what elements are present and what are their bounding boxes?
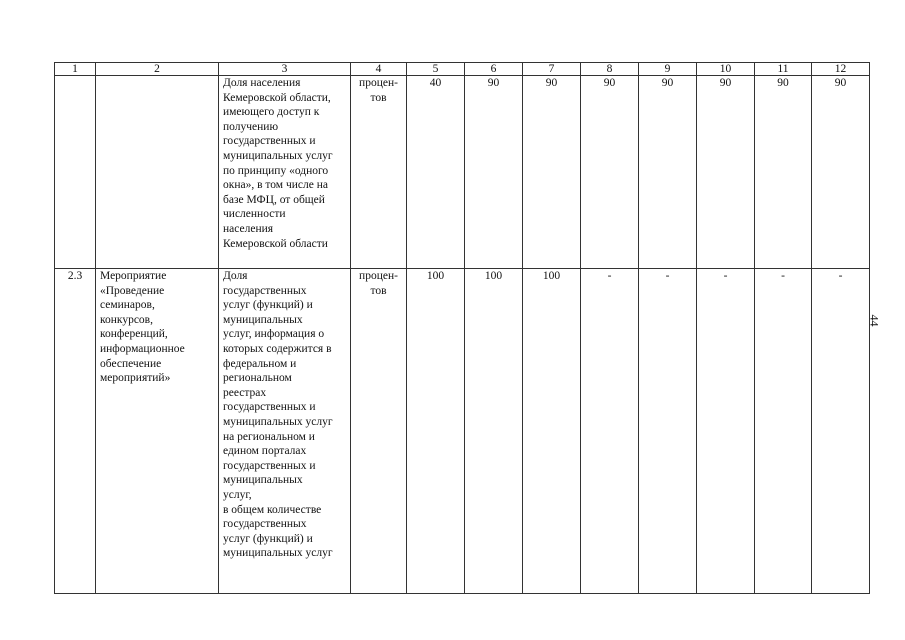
value-cell: 40	[407, 76, 465, 269]
indicator-cell: Доля населения Кемеровской области, имеющего доступ к получению государственных и муниципальных услуг по принципу «одного окна», в том числе на базе МФЦ, от общей численности населения Кемеровской области	[219, 76, 351, 269]
value-cell: 100	[407, 269, 465, 594]
header-cell: 8	[581, 63, 639, 76]
table-row	[55, 269, 870, 594]
value-cell: 100	[465, 269, 523, 594]
header-cell: 3	[219, 63, 351, 76]
header-cell: 9	[639, 63, 697, 76]
indicator-cell: Доля государственных услуг (функций) и муниципальных услуг, информация о которых содержится в федеральном и региональном реестрах государственных и муниципальных услуг на региональном и едином порталах государственных и муниципальных услуг, в общем количестве государственных услуг (функций) и муниципальных услуг	[219, 269, 351, 594]
value-cell: 90	[465, 76, 523, 269]
value-cell: 90	[581, 76, 639, 269]
header-cell: 4	[351, 63, 407, 76]
header-cell: 2	[96, 63, 219, 76]
unit-cell: процен- тов	[351, 269, 407, 594]
header-cell: 1	[55, 63, 96, 76]
value-cell: 100	[523, 269, 581, 594]
table-row	[55, 76, 870, 269]
value-cell: 90	[697, 76, 755, 269]
header-cell: 7	[523, 63, 581, 76]
header-cell: 5	[407, 63, 465, 76]
header-cell: 6	[465, 63, 523, 76]
value-cell: 90	[523, 76, 581, 269]
unit-cell: процен- тов	[351, 76, 407, 269]
value-cell: -	[639, 269, 697, 594]
event-cell	[96, 76, 219, 269]
page-number: 44	[867, 314, 882, 327]
indicator-table	[54, 62, 870, 594]
header-cell: 11	[755, 63, 812, 76]
event-cell: Мероприятие «Проведение семинаров, конкурсов, конференций, информационное обеспечение мероприятий»	[96, 269, 219, 594]
row-number-cell	[55, 76, 96, 269]
value-cell: -	[581, 269, 639, 594]
value-cell: 90	[812, 76, 870, 269]
value-cell: 90	[755, 76, 812, 269]
header-cell: 12	[812, 63, 870, 76]
row-number-cell: 2.3	[55, 269, 96, 594]
value-cell: -	[697, 269, 755, 594]
value-cell: -	[812, 269, 870, 594]
value-cell: -	[755, 269, 812, 594]
table-header-row	[55, 63, 870, 76]
value-cell: 90	[639, 76, 697, 269]
header-cell: 10	[697, 63, 755, 76]
